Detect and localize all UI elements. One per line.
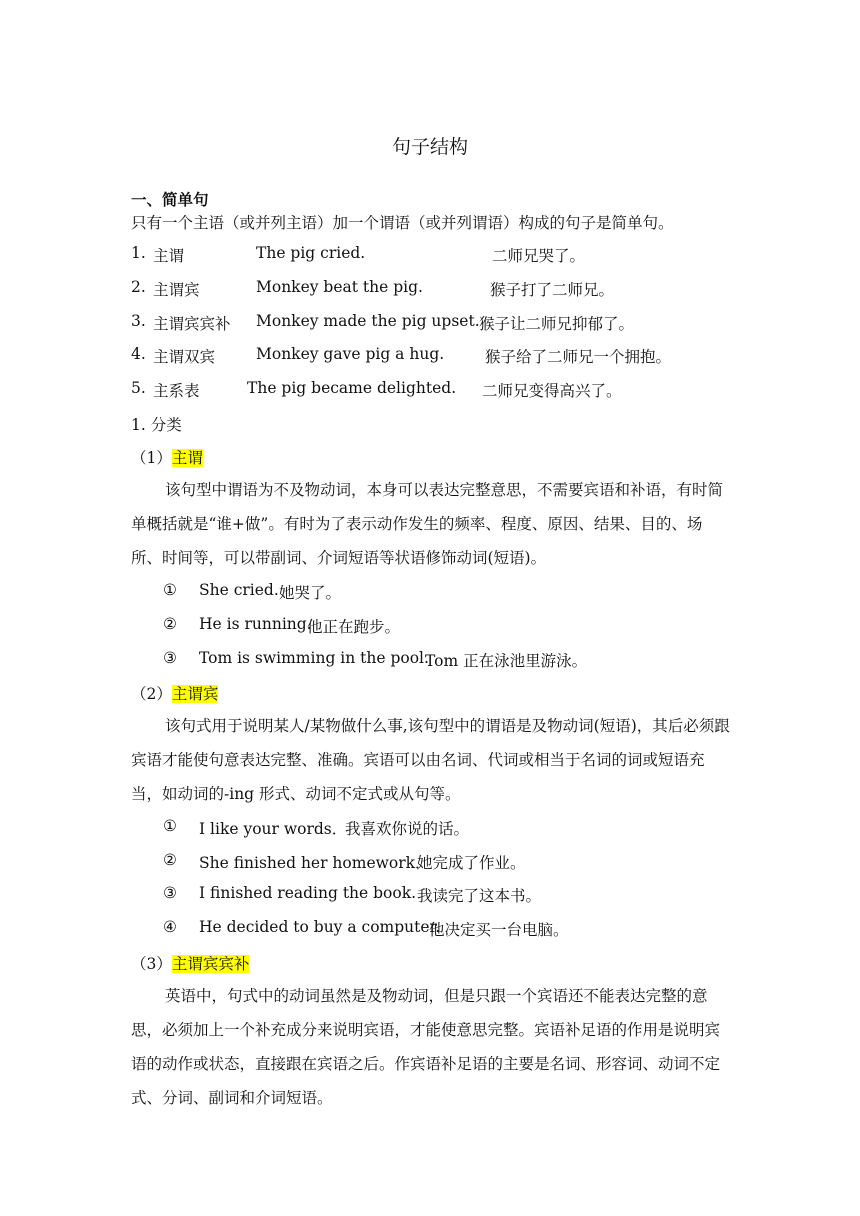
subsection-name: 主谓宾宾补	[171, 955, 250, 973]
pattern-english: The pig cried.	[256, 244, 366, 262]
pattern-name: 主谓宾宾补	[153, 315, 231, 333]
pattern-chinese: 猴子让二师兄抑郁了。	[479, 315, 635, 333]
pattern-number: 5.	[131, 379, 146, 397]
pattern-english: Monkey made the pig upset.	[256, 312, 480, 330]
pattern-chinese: 二师兄变得高兴了。	[482, 382, 622, 400]
classify-label: 1. 分类	[131, 416, 182, 434]
example-english: She cried.	[199, 581, 279, 599]
subsection-heading	[131, 446, 203, 468]
pattern-number: 4.	[131, 345, 146, 363]
example-chinese: 我喜欢你说的话。	[345, 820, 470, 838]
example-chinese: Tom 正在泳池里游泳。	[425, 652, 588, 670]
example-mark: ③	[163, 649, 177, 667]
subsection-name: 主谓宾	[171, 685, 219, 703]
subsection-name: 主谓	[171, 449, 203, 467]
page-title: 句子结构	[391, 136, 468, 158]
example-english: I like your words．	[199, 820, 348, 838]
example-mark: ①	[163, 581, 177, 599]
example-mark: ③	[163, 884, 177, 902]
example-chinese: 她完成了作业。	[417, 854, 526, 872]
pattern-english: Monkey beat the pig.	[256, 278, 423, 296]
subsection-heading	[131, 682, 218, 704]
example-english: He is running.	[199, 615, 312, 633]
subsection-prefix: （2）	[131, 685, 172, 703]
example-mark: ②	[163, 851, 177, 869]
section-heading: 一、简单句	[131, 191, 209, 209]
pattern-name: 主谓	[153, 247, 185, 265]
example-english: He decided to buy a computer.	[199, 918, 441, 936]
subsection-paragraph: 该句式用于说明某人/某物做什么事,该句型中的谓语是及物动词(短语)，其后必须跟宾语才能使句意表达完整、准确。宾语可以由名词、代词或相当于名词的词或短语充当，如动词的-ing 形式、动词不定式或从句等。	[131, 717, 730, 803]
pattern-chinese: 猴子打了二师兄。	[490, 281, 615, 299]
pattern-number: 2.	[131, 278, 146, 296]
pattern-chinese: 猴子给了二师兄一个拥抱。	[485, 348, 672, 366]
example-chinese: 她哭了。	[279, 584, 342, 602]
pattern-chinese: 二师兄哭了。	[492, 247, 586, 265]
pattern-number: 1.	[131, 244, 146, 262]
example-chinese: 他决定买一台电脑。	[429, 921, 569, 939]
subsection-paragraph: 该句型中谓语为不及物动词，本身可以表达完整意思，不需要宾语和补语，有时简单概括就是“谁+做”。有时为了表示动作发生的频率、程度、原因、结果、目的、场所、时间等，可以带副词、介词短语等状语修饰动词(短语)。	[131, 481, 724, 567]
subsection-prefix: （1）	[131, 449, 172, 467]
subsection-heading	[131, 952, 249, 974]
subsection-paragraph: 英语中，句式中的动词虽然是及物动词，但是只跟一个宾语还不能表达完整的意思，必须加上一个补充成分来说明宾语，才能使意思完整。宾语补足语的作用是说明宾语的动作或状态，直接跟在宾语之后。作宾语补足语的主要是名词、形容词、动词不定式、分词、副词和介词短语。	[131, 987, 721, 1107]
pattern-english: The pig became delighted.	[247, 379, 457, 397]
example-mark: ④	[163, 918, 177, 936]
pattern-english: Monkey gave pig a hug.	[256, 345, 445, 363]
example-mark: ①	[163, 817, 177, 835]
pattern-name: 主谓宾	[153, 281, 200, 299]
pattern-name: 主系表	[153, 382, 200, 400]
example-english: Tom is swimming in the pool.	[199, 649, 429, 667]
section-intro: 只有一个主语（或并列主语）加一个谓语（或并列谓语）构成的句子是简单句。	[131, 214, 674, 232]
example-chinese: 我读完了这本书。	[417, 887, 542, 905]
example-chinese: 他正在跑步。	[307, 618, 401, 636]
pattern-number: 3.	[131, 312, 146, 330]
example-english: She finished her homework．	[199, 854, 431, 872]
pattern-name: 主谓双宾	[153, 348, 216, 366]
subsection-prefix: （3）	[131, 955, 172, 973]
example-mark: ②	[163, 615, 177, 633]
example-english: I finished reading the book.	[199, 884, 417, 902]
